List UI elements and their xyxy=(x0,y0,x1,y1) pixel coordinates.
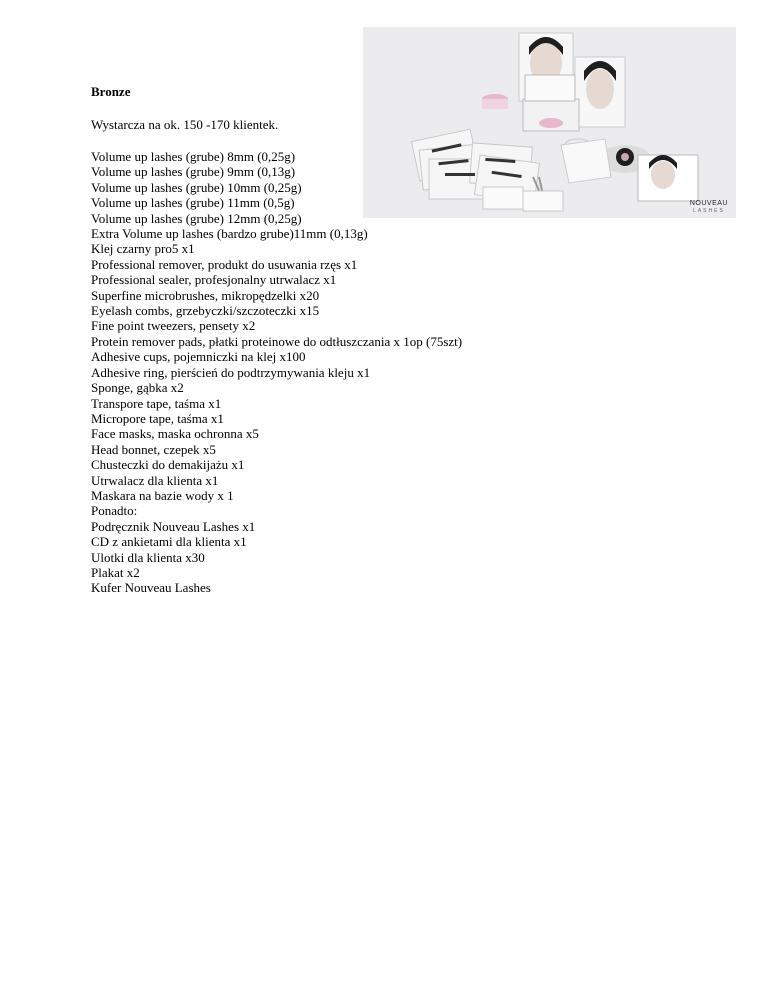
list-item: Volume up lashes (grube) 12mm (0,25g) xyxy=(91,210,302,226)
list-item: Maskara na bazie wody x 1 xyxy=(91,487,234,503)
list-item: Protein remover pads, płatki proteinowe do odtłuszczania x 1op (75szt) xyxy=(91,333,463,349)
list-item: Adhesive ring, pierścień do podtrzymywania kleju x1 xyxy=(91,364,371,380)
list-item: Volume up lashes (grube) 9mm (0,13g) xyxy=(91,164,296,180)
list-item: Adhesive cups, pojemniczki na klej x100 xyxy=(91,349,306,365)
list-item: Fine point tweezers, pensety x2 xyxy=(91,318,256,334)
list-item: Ponadto: xyxy=(91,503,138,519)
page-title: Bronze xyxy=(91,84,131,99)
list-item: Plakat x2 xyxy=(91,564,140,580)
list-item: Eyelash combs, grzebyczki/szczoteczki x15 xyxy=(91,303,320,319)
list-item: Transpore tape, taśma x1 xyxy=(91,395,222,411)
list-item: Face masks, maska ochronna x5 xyxy=(91,426,259,442)
kit-illustration xyxy=(363,27,736,218)
intro-text: Wystarcza na ok. 150 -170 klientek. xyxy=(91,117,279,132)
list-item: Head bonnet, czepek x5 xyxy=(91,441,216,457)
list-item: Kufer Nouveau Lashes xyxy=(91,580,211,596)
brand-logo-name: NOUVEAU xyxy=(689,200,728,207)
list-item: Utrwalacz dla klienta x1 xyxy=(91,472,219,488)
list-item: CD z ankietami dla klienta x1 xyxy=(91,534,247,550)
list-item: Superfine microbrushes, mikropędzelki x20 xyxy=(91,287,320,303)
brand-logo xyxy=(690,200,728,214)
list-item: Professional sealer, profesjonalny utrwalacz x1 xyxy=(91,272,337,288)
list-item: Sponge, gąbka x2 xyxy=(91,380,184,396)
list-item: Volume up lashes (grube) 8mm (0,25g) xyxy=(91,149,296,164)
list-item: Ulotki dla klienta x30 xyxy=(91,549,205,565)
list-item: Micropore tape, taśma x1 xyxy=(91,410,224,426)
list-item: Chusteczki do demakijażu x1 xyxy=(91,457,245,473)
list-item: Volume up lashes (grube) 11mm (0,5g) xyxy=(91,195,295,211)
list-item: Podręcznik Nouveau Lashes x1 xyxy=(91,518,256,534)
list-item: Volume up lashes (grube) 10mm (0,25g) xyxy=(91,179,302,195)
list-item: Extra Volume up lashes (bardzo grube)11mm (0,13g) xyxy=(91,226,368,242)
list-item: Klej czarny pro5 x1 xyxy=(91,241,195,257)
list-item: Professional remover, produkt do usuwania rzęs x1 xyxy=(91,256,358,272)
product-kit-photo xyxy=(363,27,736,218)
brand-logo-sub: LASHES xyxy=(693,208,725,214)
